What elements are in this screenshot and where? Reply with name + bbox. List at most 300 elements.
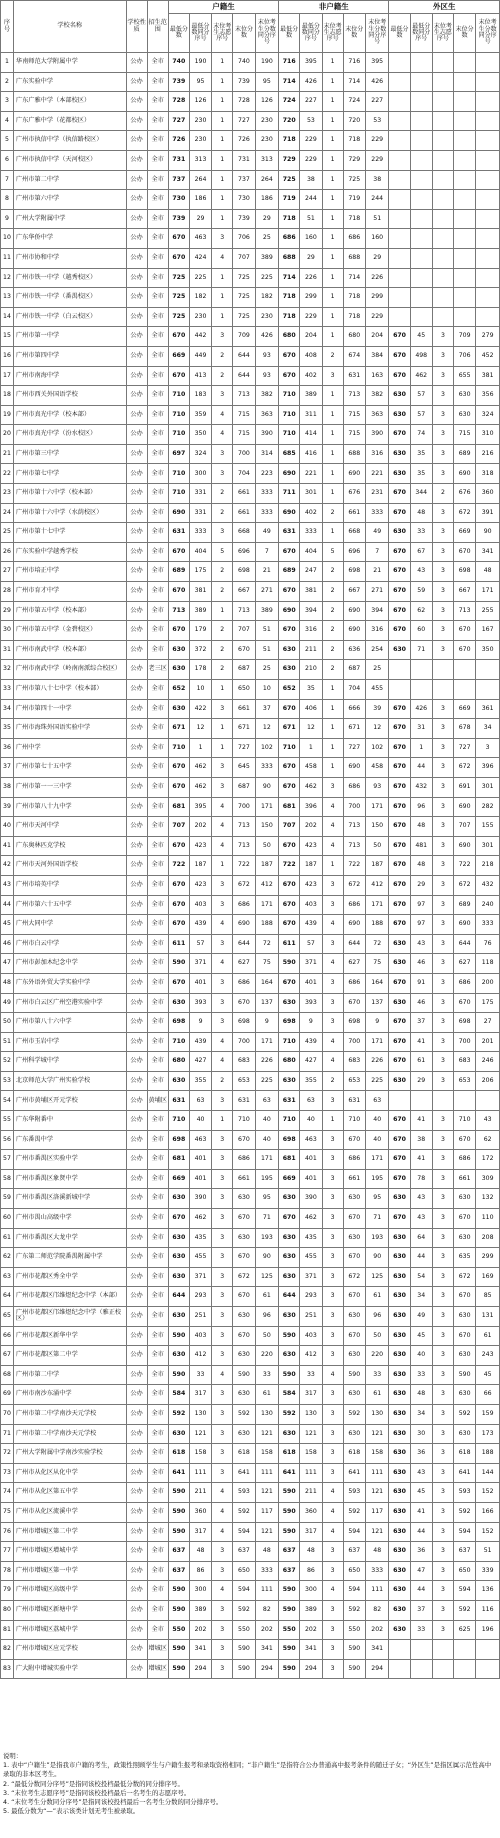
waiqu-last-score: 670 (453, 542, 475, 562)
feihuji-last-rank: 121 (365, 1424, 389, 1444)
huji-min-score: 669 (168, 346, 189, 366)
nature-cell: 公办 (126, 1307, 147, 1327)
waiqu-min-rank: 43 (410, 934, 432, 954)
huji-last-rank: 158 (255, 1444, 279, 1464)
waiqu-last-score: 678 (453, 719, 475, 739)
waiqu-last-score: 630 (453, 1228, 475, 1248)
scope-cell: 全市 (147, 875, 168, 895)
waiqu-min-score: 630 (389, 444, 410, 464)
waiqu-min-rank: 34 (410, 1404, 432, 1424)
nature-cell: 公办 (126, 836, 147, 856)
huji-min-score: 584 (168, 1385, 189, 1405)
feihuji-last-reserve: 1 (322, 738, 343, 758)
waiqu-last-rank: 169 (476, 1267, 500, 1287)
feihuji-min-score: 711 (279, 484, 300, 504)
scope-cell: 全市 (147, 934, 168, 954)
waiqu-last-rank: 27 (476, 1013, 500, 1033)
waiqu-last-score: 594 (453, 1581, 475, 1601)
huji-min-rank: 355 (189, 1071, 211, 1091)
huji-min-rank: 371 (189, 1267, 211, 1287)
huji-last-reserve: 3 (212, 464, 233, 484)
waiqu-min-score: 670 (389, 425, 410, 445)
feihuji-min-rank: 341 (300, 1640, 322, 1660)
huji-min-score: 728 (168, 92, 189, 112)
note-item: 5. 最低分数为“—”表示该类计划无考生被录取。 (3, 1807, 140, 1816)
waiqu-min-rank: 29 (410, 1071, 432, 1091)
feihuji-min-score: 690 (279, 601, 300, 621)
waiqu-last-reserve (432, 53, 453, 73)
huji-last-rank: 333 (255, 758, 279, 778)
huji-last-reserve: 3 (212, 229, 233, 249)
waiqu-min-score: 630 (389, 1267, 410, 1287)
feihuji-min-rank: 426 (300, 72, 322, 92)
huji-min-rank: 390 (189, 1189, 211, 1209)
scope-cell: 全市 (147, 777, 168, 797)
huji-last-score: 592 (233, 1502, 255, 1522)
table-row (1, 1052, 500, 1072)
waiqu-last-reserve (432, 209, 453, 229)
waiqu-last-score: 690 (453, 915, 475, 935)
huji-min-rank: 403 (189, 895, 211, 915)
waiqu-last-reserve: 3 (432, 542, 453, 562)
feihuji-last-reserve: 1 (322, 758, 343, 778)
school-name-cell: 广州市南武中学（校本部） (13, 640, 126, 660)
school-name-cell: 广州市花都区秀全中学 (13, 1267, 126, 1287)
school-name-cell: 广州市增城区应元学校 (13, 1640, 126, 1660)
waiqu-min-score (389, 288, 410, 308)
nature-cell: 公办 (126, 1640, 147, 1660)
waiqu-last-score: 670 (453, 1287, 475, 1307)
waiqu-min-score: 630 (389, 1228, 410, 1248)
feihuji-min-score: 670 (279, 582, 300, 602)
waiqu-min-score: 630 (389, 993, 410, 1013)
nature-cell: 公办 (126, 738, 147, 758)
feihuji-min-rank: 204 (300, 327, 322, 347)
feihuji-last-reserve: 3 (322, 1659, 343, 1679)
feihuji-last-reserve: 4 (322, 1522, 343, 1542)
school-name-cell: 广东第二师范学院番禺附属中学 (13, 1248, 126, 1268)
feihuji-last-reserve: 1 (322, 327, 343, 347)
huji-min-score: 670 (168, 875, 189, 895)
huji-min-score: 740 (168, 53, 189, 73)
feihuji-last-reserve: 4 (322, 915, 343, 935)
huji-min-score: 644 (168, 1287, 189, 1307)
table-row (1, 111, 500, 131)
feihuji-last-score: 666 (343, 699, 365, 719)
seq-cell: 8 (1, 190, 14, 210)
feihuji-last-rank: 299 (365, 288, 389, 308)
huji-last-reserve: 4 (212, 1502, 233, 1522)
table-row (1, 738, 500, 758)
feihuji-min-rank: 300 (300, 1581, 322, 1601)
huji-last-rank: 95 (255, 1189, 279, 1209)
waiqu-last-reserve: 3 (432, 640, 453, 660)
feihuji-last-rank: 95 (365, 1189, 389, 1209)
feihuji-last-reserve: 4 (322, 1483, 343, 1503)
waiqu-min-rank (410, 248, 432, 268)
feihuji-min-score: 710 (279, 425, 300, 445)
huji-last-rank: 95 (255, 72, 279, 92)
scope-cell: 全市 (147, 425, 168, 445)
feihuji-last-score: 550 (343, 1620, 365, 1640)
waiqu-last-reserve: 3 (432, 1424, 453, 1444)
huji-min-rank: 463 (189, 1130, 211, 1150)
huji-last-rank: 82 (255, 1600, 279, 1620)
seq-cell: 70 (1, 1404, 14, 1424)
waiqu-min-score: 670 (389, 346, 410, 366)
school-name-cell: 广州市增城区荔城中学 (13, 1620, 126, 1640)
nature-cell: 公办 (126, 229, 147, 249)
feihuji-last-reserve: 3 (322, 366, 343, 386)
table-row (1, 1502, 500, 1522)
feihuji-last-reserve: 1 (322, 72, 343, 92)
waiqu-last-reserve: 3 (432, 444, 453, 464)
school-name-cell: 广州市第二中学南沙天元学校 (13, 1404, 126, 1424)
feihuji-last-rank: 39 (365, 699, 389, 719)
seq-cell: 42 (1, 856, 14, 876)
waiqu-min-score: 670 (389, 1150, 410, 1170)
waiqu-last-score: 690 (453, 836, 475, 856)
nature-cell: 公办 (126, 1052, 147, 1072)
feihuji-min-rank: 9 (300, 1013, 322, 1033)
waiqu-min-rank: 61 (410, 1052, 432, 1072)
seq-cell: 38 (1, 777, 14, 797)
feihuji-min-score: 707 (279, 817, 300, 837)
huji-last-score: 670 (233, 1287, 255, 1307)
seq-cell: 47 (1, 954, 14, 974)
huji-last-score: 715 (233, 425, 255, 445)
huji-last-score: 739 (233, 209, 255, 229)
school-name-cell: 广州市番禺区实验中学 (13, 1150, 126, 1170)
feihuji-last-score: 713 (343, 386, 365, 406)
waiqu-last-reserve: 3 (432, 1111, 453, 1131)
nature-cell: 公办 (126, 1013, 147, 1033)
feihuji-last-rank: 40 (365, 1111, 389, 1131)
waiqu-min-rank (410, 209, 432, 229)
feihuji-last-rank: 61 (365, 1385, 389, 1405)
waiqu-min-score: 630 (389, 1365, 410, 1385)
school-name-cell: 广州市海珠外国语实验中学 (13, 719, 126, 739)
huji-min-score: 725 (168, 288, 189, 308)
nature-cell: 公办 (126, 268, 147, 288)
feihuji-last-reserve: 4 (322, 1502, 343, 1522)
table-row (1, 1444, 500, 1464)
huji-last-score: 661 (233, 699, 255, 719)
huji-last-score: 713 (233, 601, 255, 621)
scope-cell: 全市 (147, 366, 168, 386)
table-row (1, 719, 500, 739)
waiqu-min-score (389, 190, 410, 210)
feihuji-min-rank: 316 (300, 621, 322, 641)
waiqu-min-score (389, 1640, 410, 1660)
huji-min-rank: 57 (189, 934, 211, 954)
waiqu-last-rank: 3 (476, 738, 500, 758)
feihuji-min-rank: 210 (300, 660, 322, 680)
huji-last-rank: 182 (255, 288, 279, 308)
huji-min-rank: 264 (189, 170, 211, 190)
scope-cell: 全市 (147, 1169, 168, 1189)
table-row (1, 856, 500, 876)
feihuji-last-reserve: 2 (322, 660, 343, 680)
feihuji-last-score: 690 (343, 915, 365, 935)
waiqu-min-score (389, 111, 410, 131)
huji-last-rank: 187 (255, 856, 279, 876)
huji-min-rank: 389 (189, 1600, 211, 1620)
feihuji-last-rank: 150 (365, 817, 389, 837)
seq-cell: 72 (1, 1444, 14, 1464)
huji-last-rank: 314 (255, 444, 279, 464)
seq-cell: 9 (1, 209, 14, 229)
feihuji-last-reserve: 3 (322, 1209, 343, 1229)
waiqu-min-rank: 432 (410, 777, 432, 797)
scope-cell: 全市 (147, 1228, 168, 1248)
feihuji-min-rank: 389 (300, 386, 322, 406)
huji-min-rank: 202 (189, 817, 211, 837)
feihuji-min-score: 714 (279, 72, 300, 92)
nature-cell: 公办 (126, 150, 147, 170)
seq-cell: 82 (1, 1640, 14, 1660)
huji-last-rank: 10 (255, 680, 279, 700)
waiqu-last-score: 706 (453, 346, 475, 366)
waiqu-last-reserve: 3 (432, 915, 453, 935)
huji-min-score: 670 (168, 327, 189, 347)
huji-min-rank: 211 (189, 1483, 211, 1503)
feihuji-last-score: 715 (343, 405, 365, 425)
waiqu-last-score (453, 150, 475, 170)
feihuji-last-rank: 195 (365, 1169, 389, 1189)
huji-last-reserve: 3 (212, 1150, 233, 1170)
huji-min-score: 590 (168, 1483, 189, 1503)
huji-min-rank: 423 (189, 836, 211, 856)
feihuji-last-reserve: 4 (322, 1052, 343, 1072)
huji-last-rank: 230 (255, 131, 279, 151)
feihuji-last-score: 593 (343, 1483, 365, 1503)
waiqu-min-score (389, 680, 410, 700)
nature-cell: 公办 (126, 307, 147, 327)
feihuji-last-reserve: 3 (322, 1424, 343, 1444)
feihuji-last-score: 667 (343, 582, 365, 602)
waiqu-last-score: 690 (453, 464, 475, 484)
nature-cell: 公办 (126, 1463, 147, 1483)
feihuji-last-score: 718 (343, 288, 365, 308)
feihuji-last-score: 592 (343, 1600, 365, 1620)
huji-last-score: 737 (233, 170, 255, 190)
feihuji-min-score: 681 (279, 797, 300, 817)
feihuji-min-score: 710 (279, 1032, 300, 1052)
waiqu-min-score: 670 (389, 1209, 410, 1229)
feihuji-last-rank: 202 (365, 1620, 389, 1640)
seq-cell: 83 (1, 1659, 14, 1679)
waiqu-last-reserve: 3 (432, 503, 453, 523)
seq-cell: 30 (1, 621, 14, 641)
waiqu-min-rank (410, 1659, 432, 1679)
waiqu-min-score (389, 1091, 410, 1111)
huji-last-score: 672 (233, 1267, 255, 1287)
feihuji-last-reserve: 3 (322, 875, 343, 895)
huji-min-score: 630 (168, 1071, 189, 1091)
waiqu-last-score (453, 53, 475, 73)
school-name-cell: 广州市育才中学 (13, 582, 126, 602)
seq-cell: 44 (1, 895, 14, 915)
header-last-score: 末位分数 (343, 14, 365, 53)
feihuji-last-reserve: 4 (322, 817, 343, 837)
scope-cell: 全市 (147, 1267, 168, 1287)
table-row (1, 915, 500, 935)
huji-last-reserve: 4 (212, 1032, 233, 1052)
feihuji-min-rank: 158 (300, 1444, 322, 1464)
scope-cell: 全市 (147, 1444, 168, 1464)
feihuji-min-rank: 35 (300, 680, 322, 700)
feihuji-min-rank: 244 (300, 190, 322, 210)
waiqu-last-rank: 282 (476, 797, 500, 817)
seq-cell: 24 (1, 503, 14, 523)
huji-min-score: 671 (168, 719, 189, 739)
waiqu-last-score: 672 (453, 758, 475, 778)
seq-cell: 34 (1, 699, 14, 719)
huji-min-rank: 442 (189, 327, 211, 347)
table-row (1, 1385, 500, 1405)
huji-last-score: 630 (233, 1346, 255, 1366)
waiqu-last-reserve: 3 (432, 934, 453, 954)
table-row (1, 777, 500, 797)
waiqu-min-score: 670 (389, 738, 410, 758)
huji-last-reserve: 3 (212, 973, 233, 993)
feihuji-last-reserve: 1 (322, 150, 343, 170)
school-name-cell: 广州市第八十六中学 (13, 1013, 126, 1033)
seq-cell: 10 (1, 229, 14, 249)
waiqu-last-reserve: 3 (432, 1130, 453, 1150)
seq-cell: 77 (1, 1542, 14, 1562)
feihuji-last-reserve: 3 (322, 1600, 343, 1620)
huji-last-score: 727 (233, 111, 255, 131)
feihuji-last-rank: 363 (365, 405, 389, 425)
feihuji-last-score: 688 (343, 444, 365, 464)
header-min-rank: 最低分数同分序号 (300, 14, 322, 53)
waiqu-last-reserve: 3 (432, 1502, 453, 1522)
nature-cell: 公办 (126, 856, 147, 876)
waiqu-min-rank: 40 (410, 1346, 432, 1366)
feihuji-last-rank: 111 (365, 1463, 389, 1483)
nature-cell: 公办 (126, 1385, 147, 1405)
waiqu-last-reserve (432, 131, 453, 151)
huji-min-score: 710 (168, 464, 189, 484)
scope-cell: 全市 (147, 817, 168, 837)
feihuji-last-score: 630 (343, 1385, 365, 1405)
huji-last-reserve: 3 (212, 327, 233, 347)
huji-last-score: 696 (233, 542, 255, 562)
feihuji-last-score: 670 (343, 1209, 365, 1229)
table-row (1, 307, 500, 327)
huji-last-reserve: 3 (212, 1424, 233, 1444)
huji-last-rank: 63 (255, 1091, 279, 1111)
feihuji-last-reserve: 1 (322, 131, 343, 151)
waiqu-last-rank: 173 (476, 1424, 500, 1444)
scope-cell: 全市 (147, 1542, 168, 1562)
seq-cell: 13 (1, 288, 14, 308)
feihuji-last-reserve: 3 (322, 1326, 343, 1346)
huji-last-rank: 271 (255, 582, 279, 602)
seq-cell: 75 (1, 1502, 14, 1522)
waiqu-last-reserve: 3 (432, 327, 453, 347)
huji-last-rank: 225 (255, 268, 279, 288)
huji-min-rank: 175 (189, 562, 211, 582)
waiqu-last-reserve: 3 (432, 1444, 453, 1464)
feihuji-last-score: 686 (343, 895, 365, 915)
feihuji-min-rank: 395 (300, 53, 322, 73)
table-row (1, 680, 500, 700)
feihuji-last-reserve: 3 (322, 1307, 343, 1327)
feihuji-last-rank: 117 (365, 1502, 389, 1522)
feihuji-last-rank: 121 (365, 1522, 389, 1542)
huji-last-reserve: 4 (212, 817, 233, 837)
nature-cell: 公办 (126, 484, 147, 504)
table-row (1, 1483, 500, 1503)
seq-cell: 78 (1, 1561, 14, 1581)
nature-cell: 公办 (126, 680, 147, 700)
huji-min-rank: 449 (189, 346, 211, 366)
huji-min-rank: 230 (189, 111, 211, 131)
huji-last-rank: 61 (255, 1287, 279, 1307)
feihuji-last-score: 627 (343, 954, 365, 974)
huji-last-reserve: 3 (212, 1404, 233, 1424)
table-row (1, 621, 500, 641)
feihuji-min-score: 618 (279, 1444, 300, 1464)
scope-cell: 全市 (147, 621, 168, 641)
waiqu-last-rank: 432 (476, 875, 500, 895)
feihuji-last-reserve: 1 (322, 484, 343, 504)
waiqu-min-rank (410, 229, 432, 249)
huji-last-rank: 171 (255, 797, 279, 817)
waiqu-last-rank (476, 92, 500, 112)
huji-min-score: 727 (168, 111, 189, 131)
table-row (1, 209, 500, 229)
feihuji-last-reserve: 3 (322, 1346, 343, 1366)
feihuji-min-score: 630 (279, 1189, 300, 1209)
waiqu-last-score: 630 (453, 1424, 475, 1444)
school-name-cell: 广州中学 (13, 738, 126, 758)
huji-last-reserve: 3 (212, 875, 233, 895)
waiqu-min-rank: 43 (410, 1463, 432, 1483)
waiqu-last-rank (476, 229, 500, 249)
feihuji-min-score: 670 (279, 1209, 300, 1229)
waiqu-last-reserve (432, 229, 453, 249)
waiqu-last-rank: 309 (476, 1169, 500, 1189)
scope-cell: 全市 (147, 973, 168, 993)
waiqu-last-score: 644 (453, 934, 475, 954)
waiqu-last-rank (476, 53, 500, 73)
feihuji-last-rank: 229 (365, 131, 389, 151)
table-row (1, 444, 500, 464)
feihuji-min-rank: 317 (300, 1522, 322, 1542)
feihuji-min-rank: 227 (300, 92, 322, 112)
school-name-cell: 广州市第六十五中学 (13, 895, 126, 915)
huji-min-rank: 187 (189, 856, 211, 876)
huji-min-rank: 158 (189, 1444, 211, 1464)
feihuji-min-rank: 381 (300, 582, 322, 602)
waiqu-min-rank: 57 (410, 405, 432, 425)
waiqu-last-reserve: 3 (432, 1032, 453, 1052)
huji-min-score: 611 (168, 934, 189, 954)
huji-min-rank: 401 (189, 1150, 211, 1170)
huji-min-score: 725 (168, 268, 189, 288)
feihuji-last-score: 715 (343, 425, 365, 445)
waiqu-min-rank (410, 190, 432, 210)
huji-last-score: 550 (233, 1620, 255, 1640)
huji-last-rank: 137 (255, 993, 279, 1013)
huji-min-score: 670 (168, 582, 189, 602)
waiqu-min-score: 630 (389, 1248, 410, 1268)
feihuji-last-reserve: 3 (322, 993, 343, 1013)
